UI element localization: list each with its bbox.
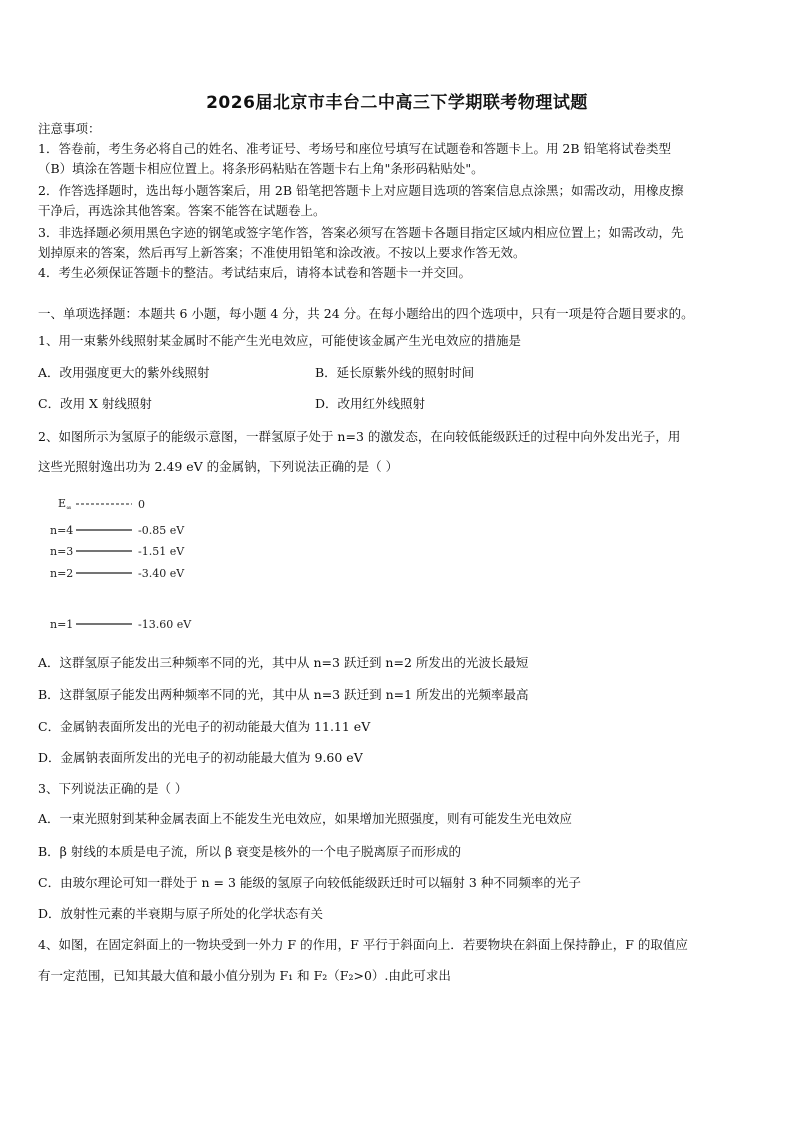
diagram-level-2-value: -3.40 eV <box>138 567 185 580</box>
question-4-stem-line-1: 4、如图，在固定斜面上的一物块受到一外力 F 的作用，F 平行于斜面向上．若要物块在斜面上保持静止，F 的取值应 <box>38 937 688 952</box>
note-3-line-1: 3．非选择题必须用黑色字迹的钢笔或签字笔作答，答案必须写在答题卡各题目指定区域内相应位置上；如需改动，先 <box>38 225 684 240</box>
question-2-option-b: B．这群氢原子能发出两种频率不同的光，其中从 n=3 跃迁到 n=1 所发出的光频率最高 <box>38 687 529 702</box>
note-2-line-2: 干净后，再选涂其他答案。答案不能答在试题卷上。 <box>38 203 326 218</box>
page-title: 2026届北京市丰台二中高三下学期联考物理试题 <box>206 93 588 113</box>
diagram-level-4-value: -0.85 eV <box>138 524 185 537</box>
question-2-stem-line-1: 2、如图所示为氢原子的能级示意图，一群氢原子处于 n=3 的激发态，在向较低能级跃迁的过程中向外发出光子，用 <box>38 429 681 444</box>
question-1-option-a: A．改用强度更大的紫外线照射 <box>38 365 210 380</box>
question-2-option-d: D．金属钠表面所发出的光电子的初动能最大值为 9.60 eV <box>38 750 363 765</box>
section-heading: 一、单项选择题：本题共 6 小题，每小题 4 分，共 24 分。在每小题给出的四个选项中，只有一项是符合题目要求的。 <box>38 306 694 321</box>
diagram-level-3-value: -1.51 eV <box>138 545 185 558</box>
diagram-header-label: E <box>58 497 67 510</box>
diagram-level-1-value: -13.60 eV <box>138 618 192 631</box>
question-2-option-c: C．金属钠表面所发出的光电子的初动能最大值为 11.11 eV <box>38 719 371 734</box>
diagram-level-4-label: n=4 <box>50 524 74 537</box>
question-4-stem-line-2: 有一定范围，已知其最大值和最小值分别为 F₁ 和 F₂（F₂>0）.由此可求出 <box>38 968 451 983</box>
note-1-line-2: （B）填涂在答题卡相应位置上。将条形码粘贴在答题卡右上角"条形码粘贴处"。 <box>38 161 484 176</box>
note-3-line-2: 划掉原来的答案，然后再写上新答案；不准使用铅笔和涂改液。不按以上要求作答无效。 <box>38 245 526 260</box>
diagram-header-sub: ∞ <box>66 504 72 512</box>
diagram-header-value: 0 <box>138 498 145 511</box>
note-4: 4．考生必须保证答题卡的整洁。考试结束后，请将本试卷和答题卡一并交回。 <box>38 265 471 280</box>
question-2-stem-line-2: 这些光照射逸出功为 2.49 eV 的金属钠，下列说法正确的是（ ） <box>38 459 399 474</box>
question-3-option-c: C．由玻尔理论可知一群处于 n = 3 能级的氢原子向较低能级跃迁时可以辐射 3 种不同频率的光子 <box>38 875 581 890</box>
note-2-line-1: 2．作答选择题时，选出每小题答案后，用 2B 铅笔把答题卡上对应题目选项的答案信息点涂黑；如需改动，用橡皮擦 <box>38 183 684 198</box>
question-3-option-a: A．一束光照射到某种金属表面上不能发生光电效应，如果增加光照强度，则有可能发生光电效应 <box>38 811 573 826</box>
question-1-option-d: D．改用红外线照射 <box>315 396 426 411</box>
question-1-option-c: C．改用 X 射线照射 <box>38 396 152 411</box>
question-3-option-b: B．β 射线的本质是电子流，所以 β 衰变是核外的一个电子脱离原子而形成的 <box>38 844 462 859</box>
question-3-option-d: D．放射性元素的半衰期与原子所处的化学状态有关 <box>38 906 324 921</box>
diagram-level-3-label: n=3 <box>50 545 74 558</box>
question-2-option-a: A．这群氢原子能发出三种频率不同的光，其中从 n=3 跃迁到 n=2 所发出的光波长最短 <box>38 655 529 670</box>
note-1-line-1: 1．答卷前，考生务必将自己的姓名、准考证号、考场号和座位号填写在试题卷和答题卡上。用 2B 铅笔将试卷类型 <box>38 141 672 156</box>
diagram-level-1-label: n=1 <box>50 618 74 631</box>
diagram-level-2-label: n=2 <box>50 567 74 580</box>
energy-level-diagram <box>40 492 210 638</box>
question-1-stem: 1、用一束紫外线照射某金属时不能产生光电效应，可能使该金属产生光电效应的措施是 <box>38 333 521 348</box>
notes-heading: 注意事项： <box>38 121 101 136</box>
question-3-stem: 3、下列说法正确的是（ ） <box>38 781 188 796</box>
question-1-option-b: B．延长原紫外线的照射时间 <box>315 365 475 380</box>
